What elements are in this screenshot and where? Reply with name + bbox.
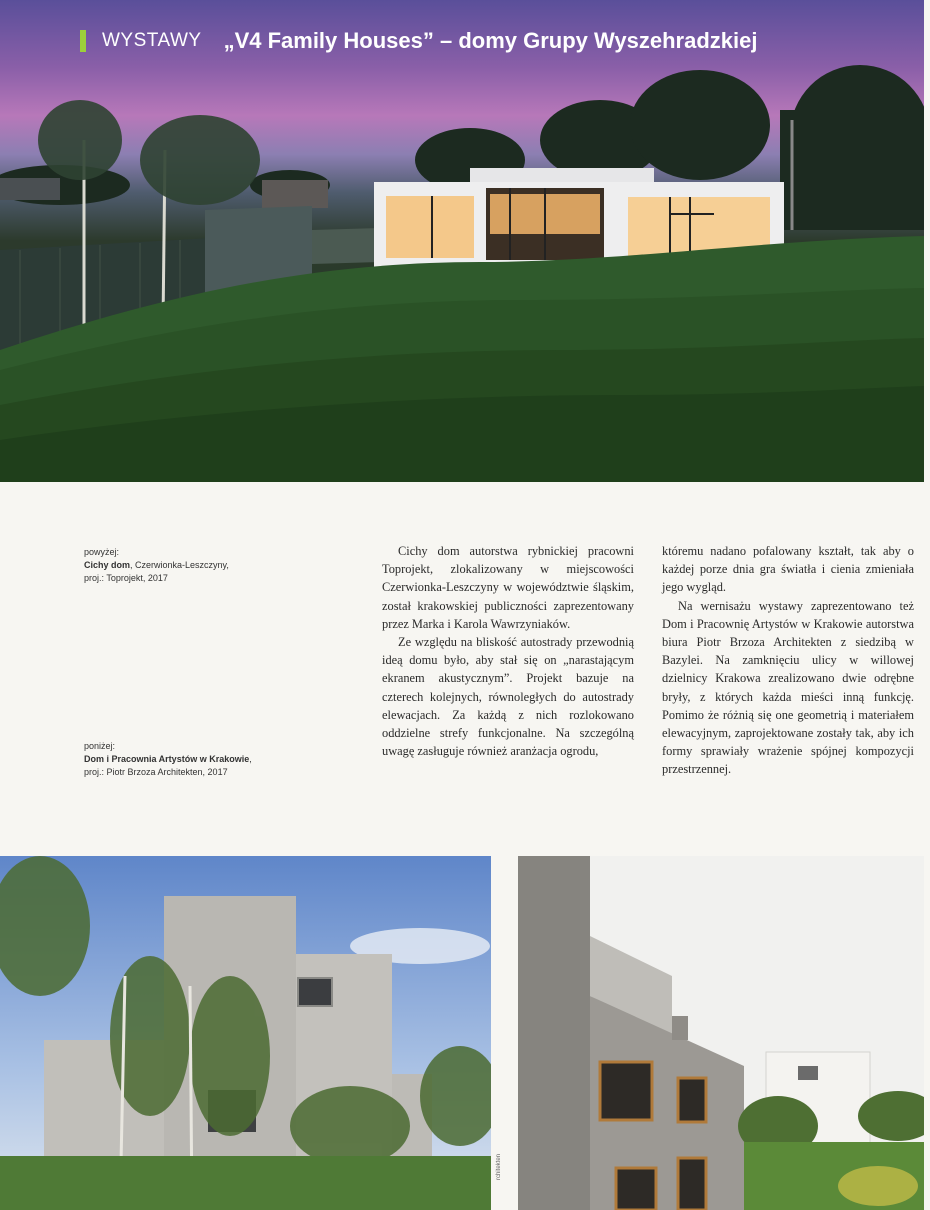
caption-position-label: powyżej: — [84, 547, 120, 557]
section-label: WYSTAWY — [102, 30, 202, 51]
caption-below — [84, 740, 284, 779]
section-marker — [80, 30, 86, 52]
hero-illustration — [0, 0, 924, 482]
paragraph: Na wernisażu wystawy zaprezentowano też Dom i Pracownię Artystów w Krakowie autorstwa biura Piotr Brzoza Architekten z siedzibą w Bazylei. Na zamknięciu ulicy w willowej dzielnicy Krakowa zrealizowano dwie odrębne bryły, z których każda mieści inną funkcję. Pomimo że różnią się one geometrią i materiałem elewacyjnym, zaprojektowane zostały tak, aby ich formy sprawiały wrażenie spójnej kompozycji przestrzennej. — [662, 598, 914, 777]
caption-location: , Czerwionka-Leszczyny, — [130, 560, 229, 570]
caption-project-name: Cichy dom — [84, 560, 131, 570]
caption-position-label: poniżej: — [84, 741, 116, 751]
caption-credit: proj.: Piotr Brzoza Architekten, 2017 — [84, 767, 228, 777]
article-column-2 — [662, 542, 914, 779]
photo-dom-i-pracownia-1 — [0, 856, 491, 1210]
paragraph: Cichy dom autorstwa rybnickiej pracowni Toprojekt, zlokalizowany w miejscowości Czerwionka-Leszczyny w województwie śląskim, został krakowskiej publiczności zaprezentowany przez Marka i Karola Wawrzyniaków. — [382, 544, 634, 631]
caption-project-name: Dom i Pracownia Artystów w Krakowie — [84, 754, 250, 764]
photo-dom-i-pracownia-2 — [518, 856, 924, 1210]
photo-illustration — [0, 856, 491, 1210]
hero-photo-cichy-dom — [0, 0, 924, 482]
paragraph: któremu nadano pofalowany kształt, tak aby o każdej porze dnia gra światła i cienia zmieniała jego wygląd. — [662, 544, 914, 595]
caption-above — [84, 546, 284, 585]
article-header — [80, 26, 757, 56]
photo-illustration — [518, 856, 924, 1210]
article-title: „V4 Family Houses” – domy Grupy Wyszehradzkiej — [223, 28, 758, 53]
article-column-1 — [382, 542, 634, 760]
photo-credit: rchitekten — [496, 1153, 502, 1180]
caption-credit: proj.: Toprojekt, 2017 — [84, 573, 168, 583]
caption-location: , — [249, 754, 252, 764]
paragraph: Ze względu na bliskość autostrady przewodnią ideą domu było, aby stał się on „narastającym ekranem akustycznym”. Projekt bazuje na czterech kolejnych, równoległych do autostrady elewacjach. Za każdą z nich rozlokowano oddzielne strefy funkcjonalne. Na szczególną uwagę zasługuje również aranżacja ogrodu, — [382, 635, 634, 759]
